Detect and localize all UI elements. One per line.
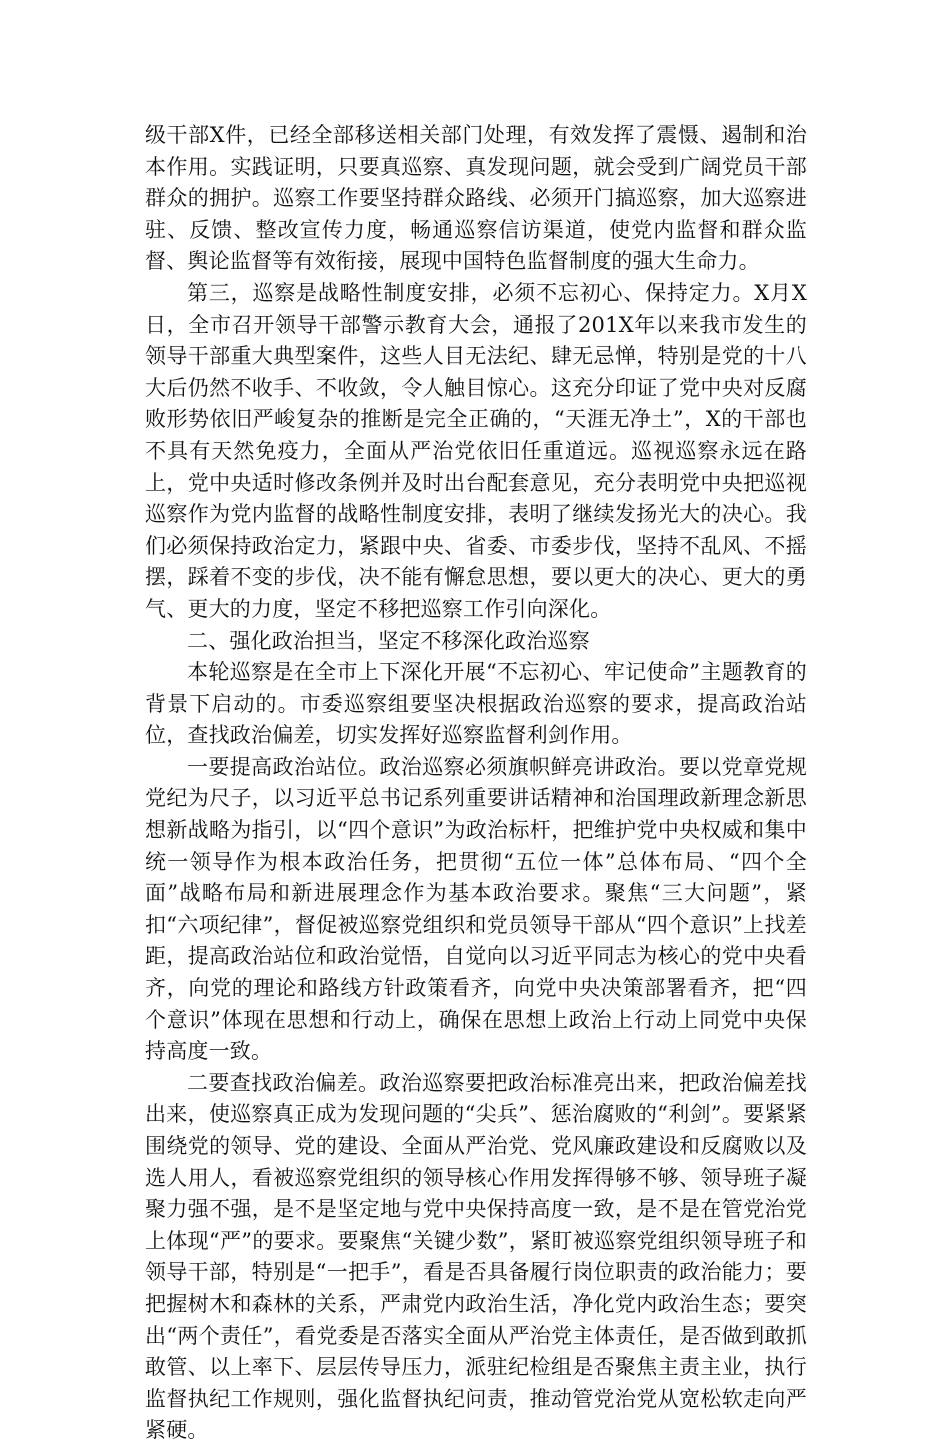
paragraph-5: 二要查找政治偏差。政治巡察要把政治标准亮出来，把政治偏差找出来，使巡察真正成为发现问题的“尖兵”、惩治腐败的“利剑”。要紧紧围绕党的领导、党的建设、全面从严治党、党风廉政建设和反腐败以及选人用人，看被巡察党组织的领导核心作用发挥得够不够、领导班子凝聚力强不强，是不是坚定地与党中央保持高度一致，是不是在管党治党上体现“严”的要求。要聚焦“关键少数”，紧盯被巡察党组织领导班子和领导干部，特别是“一把手”，看是否具备履行岗位职责的政治能力；要把握树木和森林的关系，严肃党内政治生活，净化党内政治生态；要突出“两个责任”，看党委是否落实全面从严治党主体责任，是否做到敢抓敢管、以上率下、层层传导压力，派驻纪检组是否聚焦主责主业，执行监督执纪工作规则，强化监督执纪问责，推动管党治党从宽松软走向严紧硬。 [145,1070,807,1443]
paragraph-4: 一要提高政治站位。政治巡察必须旗帜鲜亮讲政治。要以党章党规党纪为尺子，以习近平总书记系列重要讲话精神和治国理政新理念新思想新战略为指引，以“四个意识”为政治标杆，把维护党中央权威和集中统一领导作为根本政治任务，把贯彻“五位一体”总体布局、“四个全面”战略布局和新进展理念作为基本政治要求。聚焦“三大问题”，紧扣“六项纪律”，督促被巡察党组织和党员领导干部从“四个意识”上找差距，提高政治站位和政治觉悟，自觉向以习近平同志为核心的党中央看齐，向党的理论和路线方针政策看齐，向党中央决策部署看齐，把“四个意识”体现在思想和行动上，确保在思想上政治上行动上同党中央保持高度一致。 [145,754,807,1064]
paragraph-1: 级干部X件，已经全部移送相关部门处理，有效发挥了震慑、遏制和治本作用。实践证明，只要真巡察、真发现问题，就会受到广阔党员干部群众的拥护。巡察工作要坚持群众路线、必须开门搞巡察，加大巡察进驻、反馈、整改宣传力度，畅通巡察信访渠道，使党内监督和群众监督、舆论监督等有效衔接，展现中国特色监督制度的强大生命力。 [145,123,807,274]
document-body [145,120,807,1447]
paragraph-3: 本轮巡察是在全市上下深化开展“不忘初心、牢记使命”主题教育的背景下启动的。市委巡察组要坚决根据政治巡察的要求，提高政治站位，查找政治偏差，切实发挥好巡察监督利剑作用。 [145,660,807,748]
section-heading: 二、强化政治担当，坚定不移深化政治巡察 [187,628,590,653]
paragraph-2: 第三，巡察是战略性制度安排，必须不忘初心、保持定力。X月X日，全市召开领导干部警示教育大会，通报了201X年以来我市发生的领导干部重大典型案件，这些人目无法纪、肆无忌惮，特别是党的十八大后仍然不收手、不收敛，令人触目惊心。这充分印证了党中央对反腐败形势依旧严峻复杂的推断是完全正确的，“天涯无净土”，X的干部也不具有天然免疫力，全面从严治党依旧任重道远。巡视巡察永远在路上，党中央适时修改条例并及时出台配套意见，充分表明党中央把巡视巡察作为党内监督的战略性制度安排，表明了继续发扬光大的决心。我们必须保持政治定力，紧跟中央、省委、市委步伐，坚持不乱风、不摇摆，踩着不变的步伐，决不能有懈怠思想，要以更大的决心、更大的勇气、更大的力度，坚定不移把巡察工作引向深化。 [145,280,807,621]
